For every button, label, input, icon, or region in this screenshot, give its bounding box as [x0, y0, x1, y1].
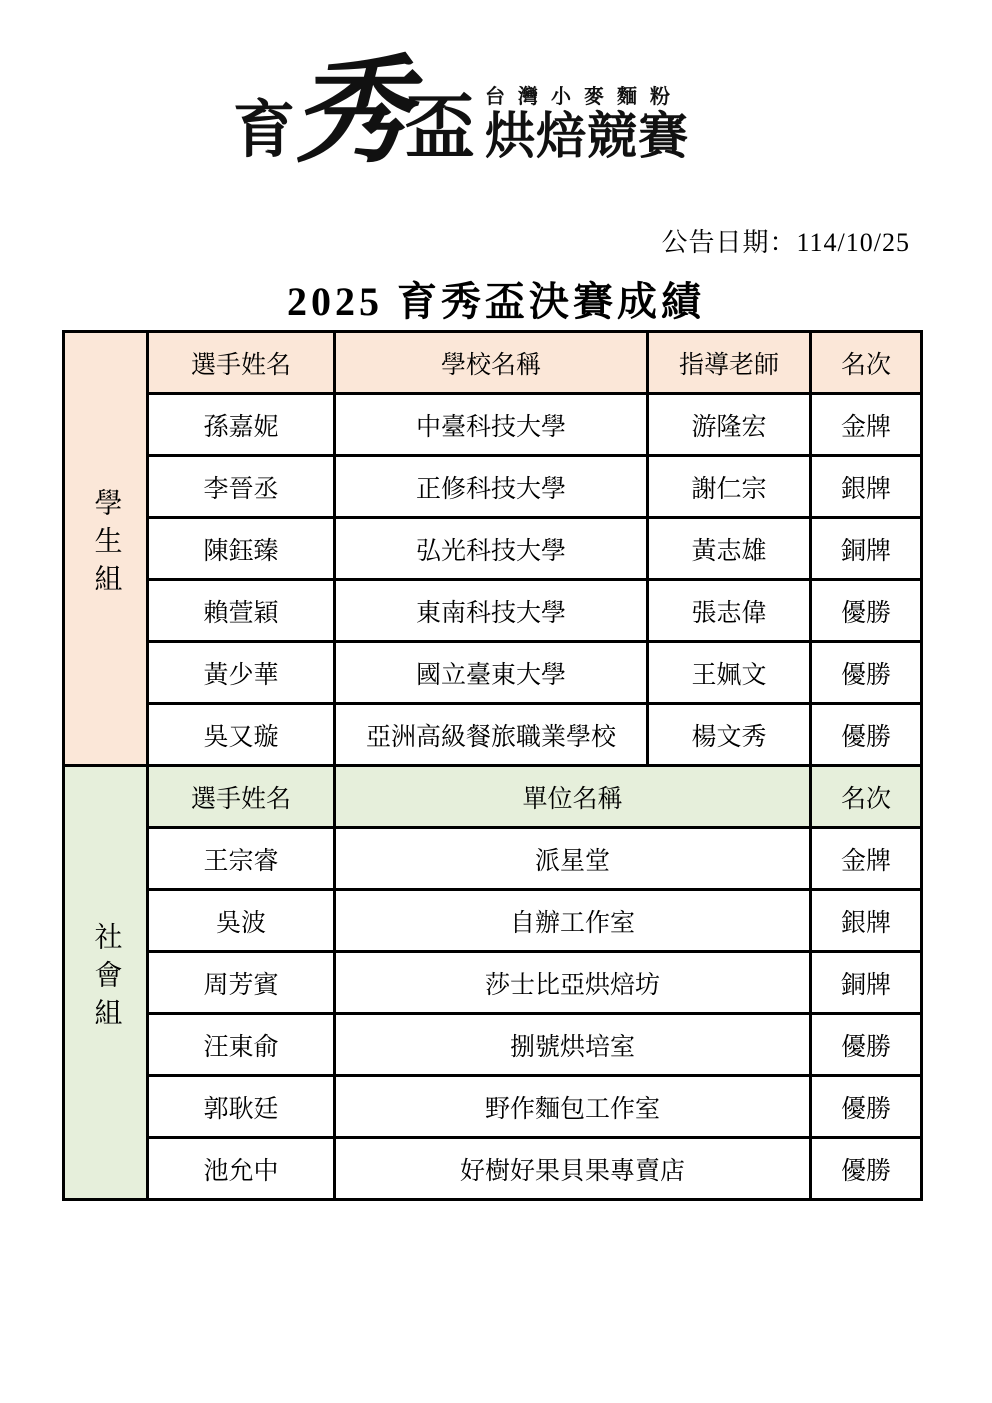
logo-tagline: 台灣小麥麵粉: [485, 85, 683, 108]
social-cell-r1-c2: 金牌: [811, 828, 922, 890]
student-row: [64, 580, 922, 642]
student-cell-r3-c0: 陳鈺臻: [148, 518, 335, 580]
social-cell-r3-c0: 周芳賓: [148, 952, 335, 1014]
social-cell-r4-c1: 捌號烘培室: [335, 1014, 811, 1076]
student-cell-r2-c3: 銀牌: [811, 456, 922, 518]
social-row: [64, 890, 922, 952]
social-cell-r2-c0: 吳波: [148, 890, 335, 952]
student-group-cell: [64, 332, 148, 766]
student-cell-r4-c1: 東南科技大學: [335, 580, 648, 642]
social-group-cell: [64, 766, 148, 1200]
social-cell-r5-c2: 優勝: [811, 1076, 922, 1138]
social-cell-r6-c2: 優勝: [811, 1138, 922, 1200]
social-cell-r1-c1: 派星堂: [335, 828, 811, 890]
student-cell-r6-c0: 吳又璇: [148, 704, 335, 766]
social-row: [64, 1014, 922, 1076]
social-cell-r5-c0: 郭耿廷: [148, 1076, 335, 1138]
logo-subtitle: 烘焙競賽: [485, 107, 689, 164]
student-header-3: 名次: [811, 332, 922, 394]
student-cell-r6-c1: 亞洲高級餐旅職業學校: [335, 704, 648, 766]
student-group-label: 學生組: [90, 488, 122, 602]
student-cell-r5-c2: 王姵文: [648, 642, 811, 704]
social-cell-r1-c0: 王宗睿: [148, 828, 335, 890]
student-cell-r1-c0: 孫嘉妮: [148, 394, 335, 456]
student-cell-r3-c1: 弘光科技大學: [335, 518, 648, 580]
social-cell-r4-c0: 汪東俞: [148, 1014, 335, 1076]
student-cell-r3-c2: 黃志雄: [648, 518, 811, 580]
student-cell-r5-c0: 黃少華: [148, 642, 335, 704]
social-row: [64, 828, 922, 890]
brand-logo: [0, 46, 957, 176]
logo-char-xiu: 秀: [293, 46, 409, 176]
student-cell-r4-c3: 優勝: [811, 580, 922, 642]
student-cell-r4-c0: 賴萱穎: [148, 580, 335, 642]
social-cell-r3-c2: 銅牌: [811, 952, 922, 1014]
social-header-0: 選手姓名: [148, 766, 335, 828]
social-row: [64, 1138, 922, 1200]
social-cell-r2-c2: 銀牌: [811, 890, 922, 952]
social-cell-r6-c1: 好樹好果貝果專賣店: [335, 1138, 811, 1200]
student-cell-r2-c0: 李晉丞: [148, 456, 335, 518]
student-cell-r2-c2: 謝仁宗: [648, 456, 811, 518]
student-cell-r2-c1: 正修科技大學: [335, 456, 648, 518]
social-header-2: 名次: [811, 766, 922, 828]
student-cell-r1-c3: 金牌: [811, 394, 922, 456]
student-row: [64, 518, 922, 580]
student-header-2: 指導老師: [648, 332, 811, 394]
social-cell-r5-c1: 野作麵包工作室: [335, 1076, 811, 1138]
logo-right-block: [485, 84, 689, 163]
student-cell-r6-c3: 優勝: [811, 704, 922, 766]
social-group-label: 社會組: [90, 922, 122, 1036]
social-header-1: 單位名稱: [335, 766, 811, 828]
student-cell-r3-c3: 銅牌: [811, 518, 922, 580]
student-row: [64, 704, 922, 766]
social-row: [64, 1076, 922, 1138]
student-cell-r1-c1: 中臺科技大學: [335, 394, 648, 456]
page-title: 2025 育秀盃決賽成績: [287, 279, 705, 324]
results-table: [62, 330, 923, 1201]
social-header-row: [64, 766, 922, 828]
social-cell-r6-c0: 池允中: [148, 1138, 335, 1200]
social-cell-r2-c1: 自辦工作室: [335, 890, 811, 952]
social-cell-r4-c2: 優勝: [811, 1014, 922, 1076]
social-row: [64, 952, 922, 1014]
student-cell-r4-c2: 張志偉: [648, 580, 811, 642]
student-header-1: 學校名稱: [335, 332, 648, 394]
student-header-0: 選手姓名: [148, 332, 335, 394]
results-table-body: [64, 332, 922, 1200]
logo-char-cup: 盃: [405, 88, 475, 167]
social-cell-r3-c1: 莎士比亞烘焙坊: [335, 952, 811, 1014]
student-cell-r6-c2: 楊文秀: [648, 704, 811, 766]
student-row: [64, 456, 922, 518]
student-cell-r5-c1: 國立臺東大學: [335, 642, 648, 704]
student-header-row: [64, 332, 922, 394]
student-cell-r1-c2: 游隆宏: [648, 394, 811, 456]
logo-char-yu: 育: [232, 96, 295, 166]
announcement-date: 公告日期：114/10/25: [661, 228, 910, 257]
student-row: [64, 642, 922, 704]
student-row: [64, 394, 922, 456]
student-cell-r5-c3: 優勝: [811, 642, 922, 704]
